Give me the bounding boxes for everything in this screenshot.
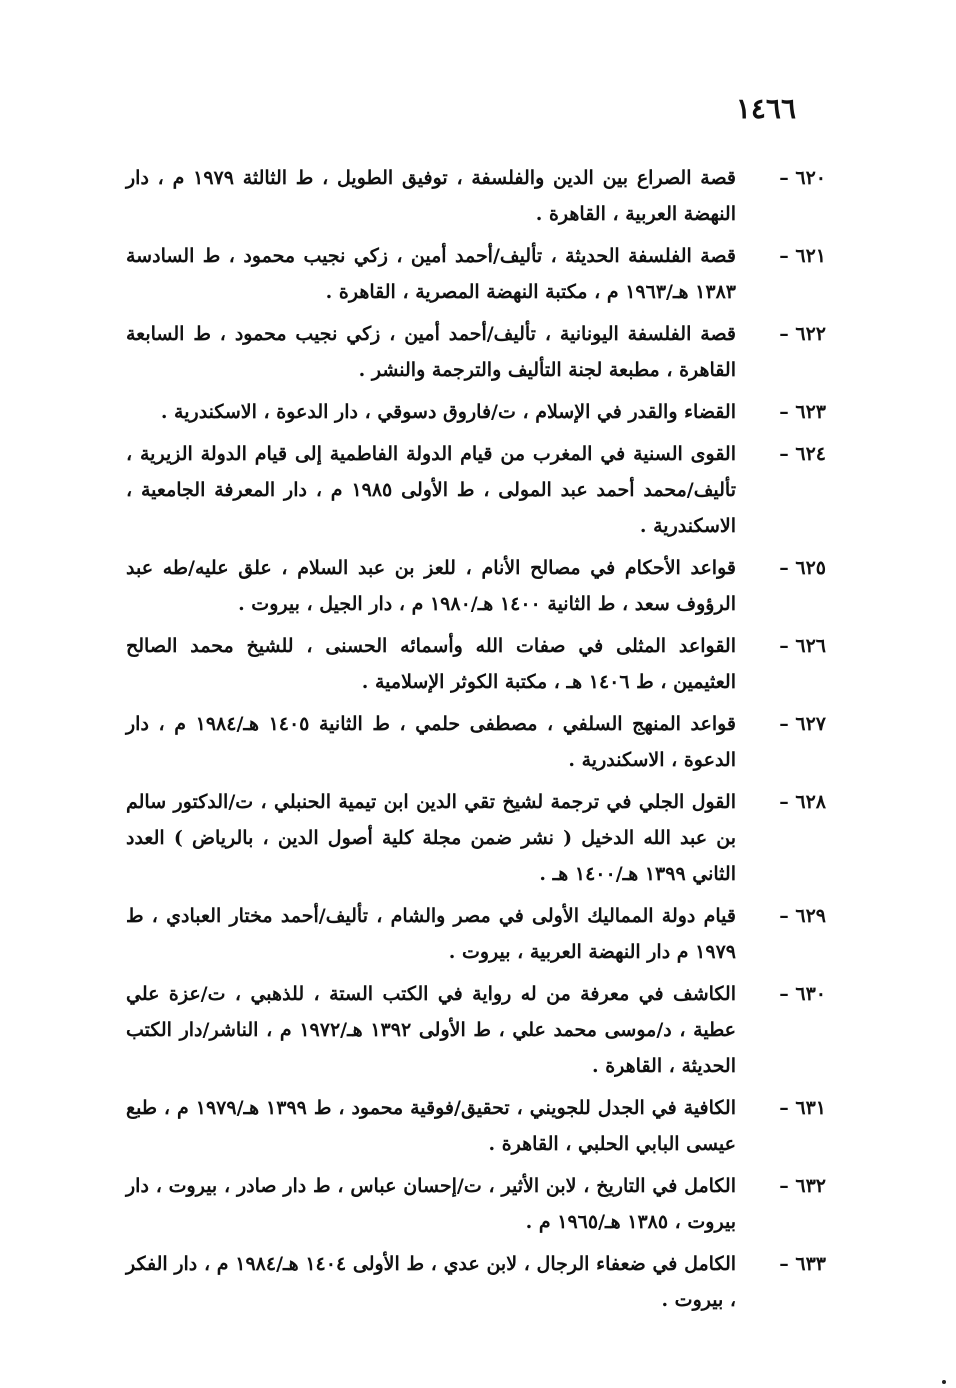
bibliography-entry [126, 160, 826, 232]
entry-number: ٦٣٣ – [779, 1253, 826, 1275]
entry-number: ٦٢٦ – [779, 635, 826, 657]
bibliography-entry [126, 436, 826, 544]
entry-text: قصة الفلسفة اليونانية ، تأليف/أحمد أمين ، زكي نجيب محمود ، ط السابعة القاهرة ، مطبعة لجنة التأليف والترجمة والنشر . [126, 323, 736, 381]
entry-number: ٦٢١ – [779, 245, 826, 267]
entry-number: ٦٢٩ – [779, 905, 826, 927]
entry-text: قواعد المنهج السلفي ، مصطفى حلمي ، ط الثانية ١٤٠٥ هـ/١٩٨٤ م ، دار الدعوة ، الاسكندرية . [126, 713, 736, 771]
bibliography-entry [126, 550, 826, 622]
entry-text: قصة الصراع بين الدين والفلسفة ، توفيق الطويل ، ط الثالثة ١٩٧٩ م ، دار النهضة العربية ، القاهرة . [126, 167, 737, 225]
bibliography-entry [126, 394, 826, 430]
entry-number: ٦٢٣ – [779, 401, 826, 423]
bibliography-entry [126, 1246, 826, 1318]
bibliography-entry [126, 316, 826, 388]
bibliography-entry [126, 976, 826, 1084]
entry-number: ٦٢٨ – [779, 791, 826, 813]
entry-text: الكافية في الجدل للجويني ، تحقيق/فوقية محمود ، ط ١٣٩٩ هـ/١٩٧٩ م ، طبع عيسى البابي الحلبي ، القاهرة . [126, 1097, 736, 1155]
bibliography-entry [126, 1090, 826, 1162]
entry-number: ٦٢٧ – [779, 713, 826, 735]
scan-speck [942, 1380, 946, 1384]
entry-number: ٦٣٠ – [779, 983, 826, 1005]
entry-text: القواعد المثلى في صفات الله وأسمائه الحسنى ، للشيخ محمد الصالح العثيمين ، ط ١٤٠٦ هـ ، مكتبة الكوثر الإسلامية . [126, 635, 736, 693]
bibliography-entry [126, 898, 826, 970]
entry-number: ٦٢٥ – [779, 557, 826, 579]
entry-text: القول الجلي في ترجمة لشيخ تقي الدين ابن تيمية الحنبلي ، ت/الدكتور سالم بن عبد الله الدخيل ( نشر ضمن مجلة كلية أصول الدين ، بالرياض ) العدد الثاني ١٣٩٩ هـ/١٤٠٠ هـ . [126, 791, 736, 885]
entry-text: القضاء والقدر في الإسلام ، ت/فاروق دسوقي ، دار الدعوة ، الاسكندرية . [160, 401, 736, 423]
entry-number: ٦٣١ – [779, 1097, 826, 1119]
entry-text: الكامل في ضعفاء الرجال ، لابن عدي ، ط الأولى ١٤٠٤ هـ/١٩٨٤ م ، دار الفكر ، بيروت . [126, 1253, 737, 1311]
bibliography-list [126, 160, 826, 1324]
entry-number: ٦٣٢ – [779, 1175, 826, 1197]
bibliography-entry [126, 784, 826, 892]
bibliography-entry [126, 706, 826, 778]
entry-text: قواعد الأحكام في مصالح الأنام ، للعز بن عبد السلام ، علق عليه/طه عبد الرؤوف سعد ، ط الثانية ١٤٠٠ هـ/١٩٨٠ م ، دار الجيل ، بيروت . [126, 557, 736, 615]
entry-text: القوى السنية في المغرب من قيام الدولة الفاطمية إلى قيام الدولة الزيرية ، تأليف/محمد أحمد عبد المولى ، ط الأولى ١٩٨٥ م ، دار المعرفة الجامعية ، الاسكندرية . [126, 443, 736, 537]
page-number: ١٤٦٦ [735, 92, 796, 125]
bibliography-entry [126, 1168, 826, 1240]
entry-number: ٦٢٤ – [779, 443, 826, 465]
bibliography-entry [126, 628, 826, 700]
entry-text: قيام دولة المماليك الأولى في مصر والشام ، تأليف/أحمد مختار العبادي ، ط ١٩٧٩ م دار النهضة العربية ، بيروت . [126, 905, 736, 963]
bibliography-entry [126, 238, 826, 310]
entry-text: قصة الفلسفة الحديثة ، تأليف/أحمد أمين ، زكي نجيب محمود ، ط السادسة ١٣٨٣ هـ/١٩٦٣ م ، مكتبة النهضة المصرية ، القاهرة . [126, 245, 736, 303]
entry-number: ٦٢٠ – [779, 167, 826, 189]
entry-number: ٦٢٢ – [779, 323, 826, 345]
entry-text: الكامل في التاريخ ، لابن الأثير ، ت/إحسان عباس ، ط دار صادر ، بيروت ، دار بيروت ، ١٣٨٥ هـ/١٩٦٥ م . [126, 1175, 736, 1233]
entry-text: الكاشف في معرفة من له رواية في الكتب الستة ، للذهبي ، ت/عزة علي عطية ، د/موسى محمد علي ، ط الأولى ١٣٩٢ هـ/١٩٧٢ م ، الناشر/دار الكتب الحديثة ، القاهرة . [126, 983, 737, 1077]
